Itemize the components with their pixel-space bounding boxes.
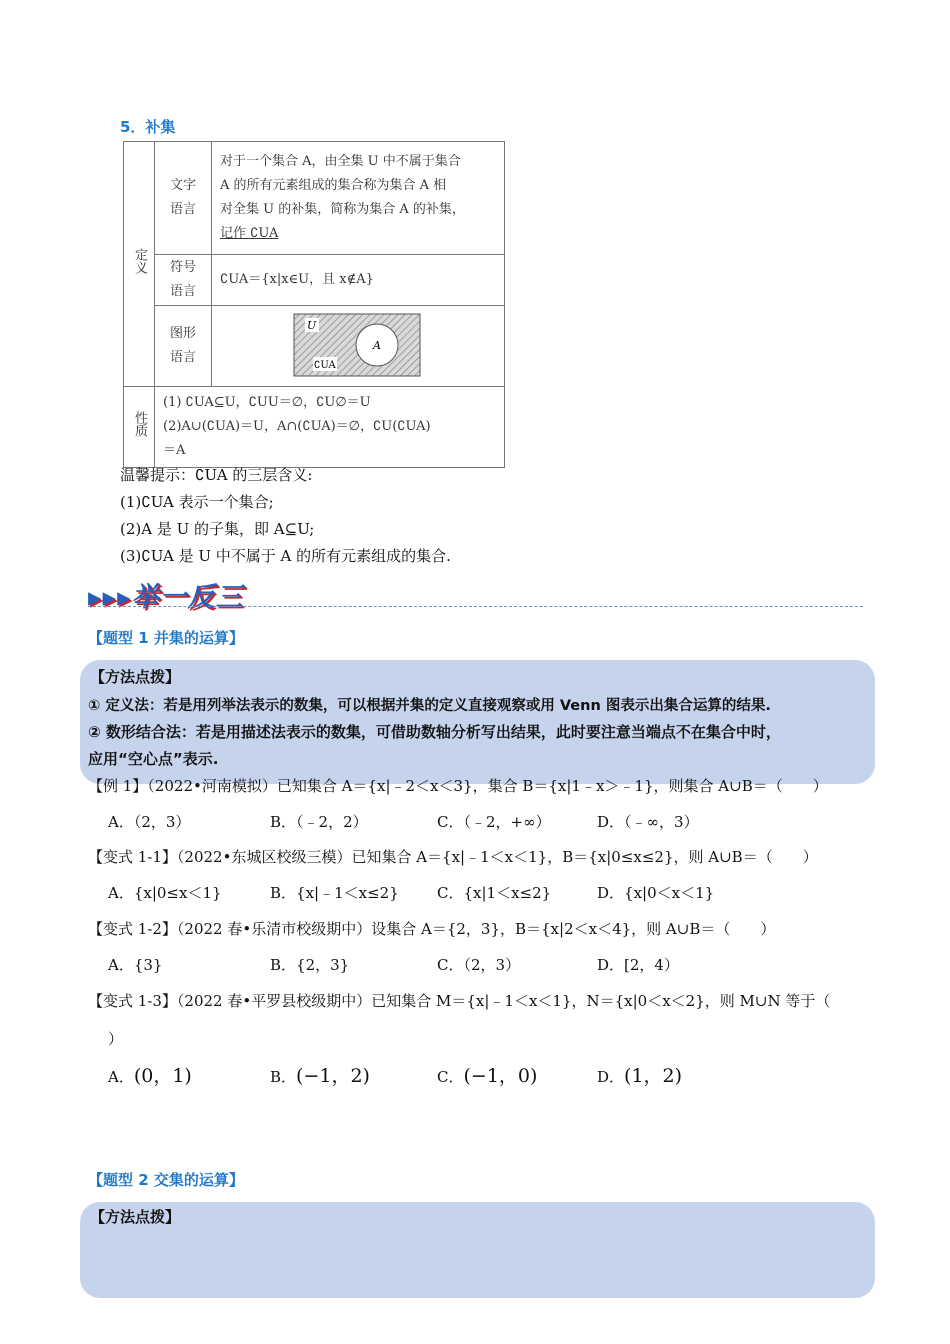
type1-method-line: ② 数形结合法：若是用描述法表示的数集，可借助数轴分析写出结果，此时要注意当端点不在集合中时，: [88, 723, 781, 741]
text-lang-label: 文字语言: [169, 178, 196, 217]
tip-line: (1)∁UA 表示一个集合;: [120, 493, 274, 511]
venn-diagram: [293, 313, 423, 379]
option-d: D．[2，4）: [597, 956, 679, 974]
option-c: [437, 1061, 537, 1088]
symbol-lang-label: 符号语言: [169, 260, 196, 299]
type2-method-box: [80, 1202, 875, 1298]
question-stem-cont: ）: [108, 1030, 124, 1048]
option-a: A．{x|0≤x＜1}: [108, 884, 222, 902]
symbol-formula: ∁UA＝{x|x∈U，且 x∉A}: [220, 272, 374, 287]
figure-lang-cell: [212, 306, 505, 387]
row-label-definition: [124, 142, 155, 387]
question-stem: 【变式 1-3】（2022 春•平罗县校级期中）已知集合 M＝{x|﹣1＜x＜1}，N＝{x|0＜x＜2}，则 M∪N 等于（: [88, 992, 831, 1010]
text-lang-cell: [212, 142, 505, 255]
text-lang-line: 对全集 U 的补集，简称为集合 A 的补集，: [220, 202, 465, 217]
divider: [88, 606, 863, 607]
figure-lang-label-cell: [155, 306, 212, 387]
figure-lang-label: 图形语言: [169, 326, 196, 365]
type1-heading: 【题型 1 并集的运算】: [88, 629, 244, 647]
option-c: C．（2，3）: [437, 956, 521, 974]
type2-method-title: 【方法点拨】: [90, 1208, 181, 1226]
option-letter: B．: [270, 1068, 297, 1086]
option-value: (−1，2): [296, 1065, 370, 1087]
venn-complement-label: ∁UA: [314, 360, 336, 371]
option-d: D．（﹣∞，3）: [597, 813, 699, 831]
option-a: A．{3}: [108, 956, 163, 974]
type1-method-title: 【方法点拨】: [90, 668, 181, 686]
row-label-property: [124, 387, 155, 468]
option-b: [270, 1061, 370, 1088]
option-value: (1，2): [624, 1065, 683, 1087]
text-lang-line: A 的所有元素组成的集合称为集合 A 相: [220, 178, 447, 193]
text-lang-line: 记作 ∁UA: [220, 226, 279, 241]
section-title: 5．补集: [120, 118, 176, 136]
type1-method-line: 应用“空心点”表示.: [88, 750, 219, 768]
property-line: (2)A∪(∁UA)＝U，A∩(∁UA)＝∅，∁U(∁UA): [163, 419, 431, 434]
section-banner: ▸▸▸举一反三: [88, 582, 244, 613]
option-a: A．（2，3）: [108, 813, 191, 831]
option-value: (0，1): [133, 1065, 192, 1087]
question-stem: 【例 1】（2022•河南模拟）已知集合 A＝{x|﹣2＜x＜3}，集合 B＝{x|1﹣x＞﹣1}，则集合 A∪B＝（ ）: [88, 777, 828, 795]
venn-universal-label: U: [307, 319, 317, 332]
option-d: D．{x|0＜x＜1}: [597, 884, 715, 902]
type2-heading: 【题型 2 交集的运算】: [88, 1171, 244, 1189]
option-letter: D．: [597, 1068, 625, 1086]
tip-title: 温馨提示：∁UA 的三层含义:: [120, 466, 313, 484]
option-letter: A．: [108, 1068, 134, 1086]
option-b: B．（﹣2，2）: [270, 813, 368, 831]
question-stem: 【变式 1-1】（2022•东城区校级三模）已知集合 A＝{x|﹣1＜x＜1}，B＝{x|0≤x≤2}，则 A∪B＝（ ）: [88, 848, 818, 866]
text-lang-label-cell: [155, 142, 212, 255]
symbol-lang-cell: [212, 255, 505, 306]
option-c: C．{x|1＜x≤2}: [437, 884, 552, 902]
property-label: 性质: [132, 411, 147, 437]
option-value: (−1，0): [463, 1065, 538, 1087]
tip-line: (2)A 是 U 的子集，即 A⊆U;: [120, 520, 315, 538]
type1-method-line: ① 定义法：若是用列举法表示的数集，可以根据并集的定义直接观察或用 Venn 图表示出集合运算的结果.: [88, 698, 771, 714]
question-stem: 【变式 1-2】（2022 春•乐清市校级期中）设集合 A＝{2，3}，B＝{x|2＜x＜4}，则 A∪B＝（ ）: [88, 920, 776, 938]
option-b: B．{x|﹣1＜x≤2}: [270, 884, 399, 902]
definition-label: 定义: [132, 248, 147, 274]
text-lang-line: 对于一个集合 A，由全集 U 中不属于集合: [220, 154, 461, 169]
option-c: C．（﹣2，+∞）: [437, 813, 551, 831]
venn-set-label: A: [373, 339, 381, 352]
option-b: B．{2，3}: [270, 956, 350, 974]
option-d: [597, 1061, 682, 1088]
property-line: ＝A: [163, 443, 186, 458]
option-a: [108, 1061, 192, 1088]
complement-table: [123, 141, 505, 468]
option-letter: C．: [437, 1068, 464, 1086]
tip-line: (3)∁UA 是 U 中不属于 A 的所有元素组成的集合.: [120, 547, 451, 565]
property-cell: [155, 387, 505, 468]
symbol-lang-label-cell: [155, 255, 212, 306]
property-line: (1) ∁UA⊆U，∁UU＝∅，∁U∅＝U: [163, 395, 371, 410]
